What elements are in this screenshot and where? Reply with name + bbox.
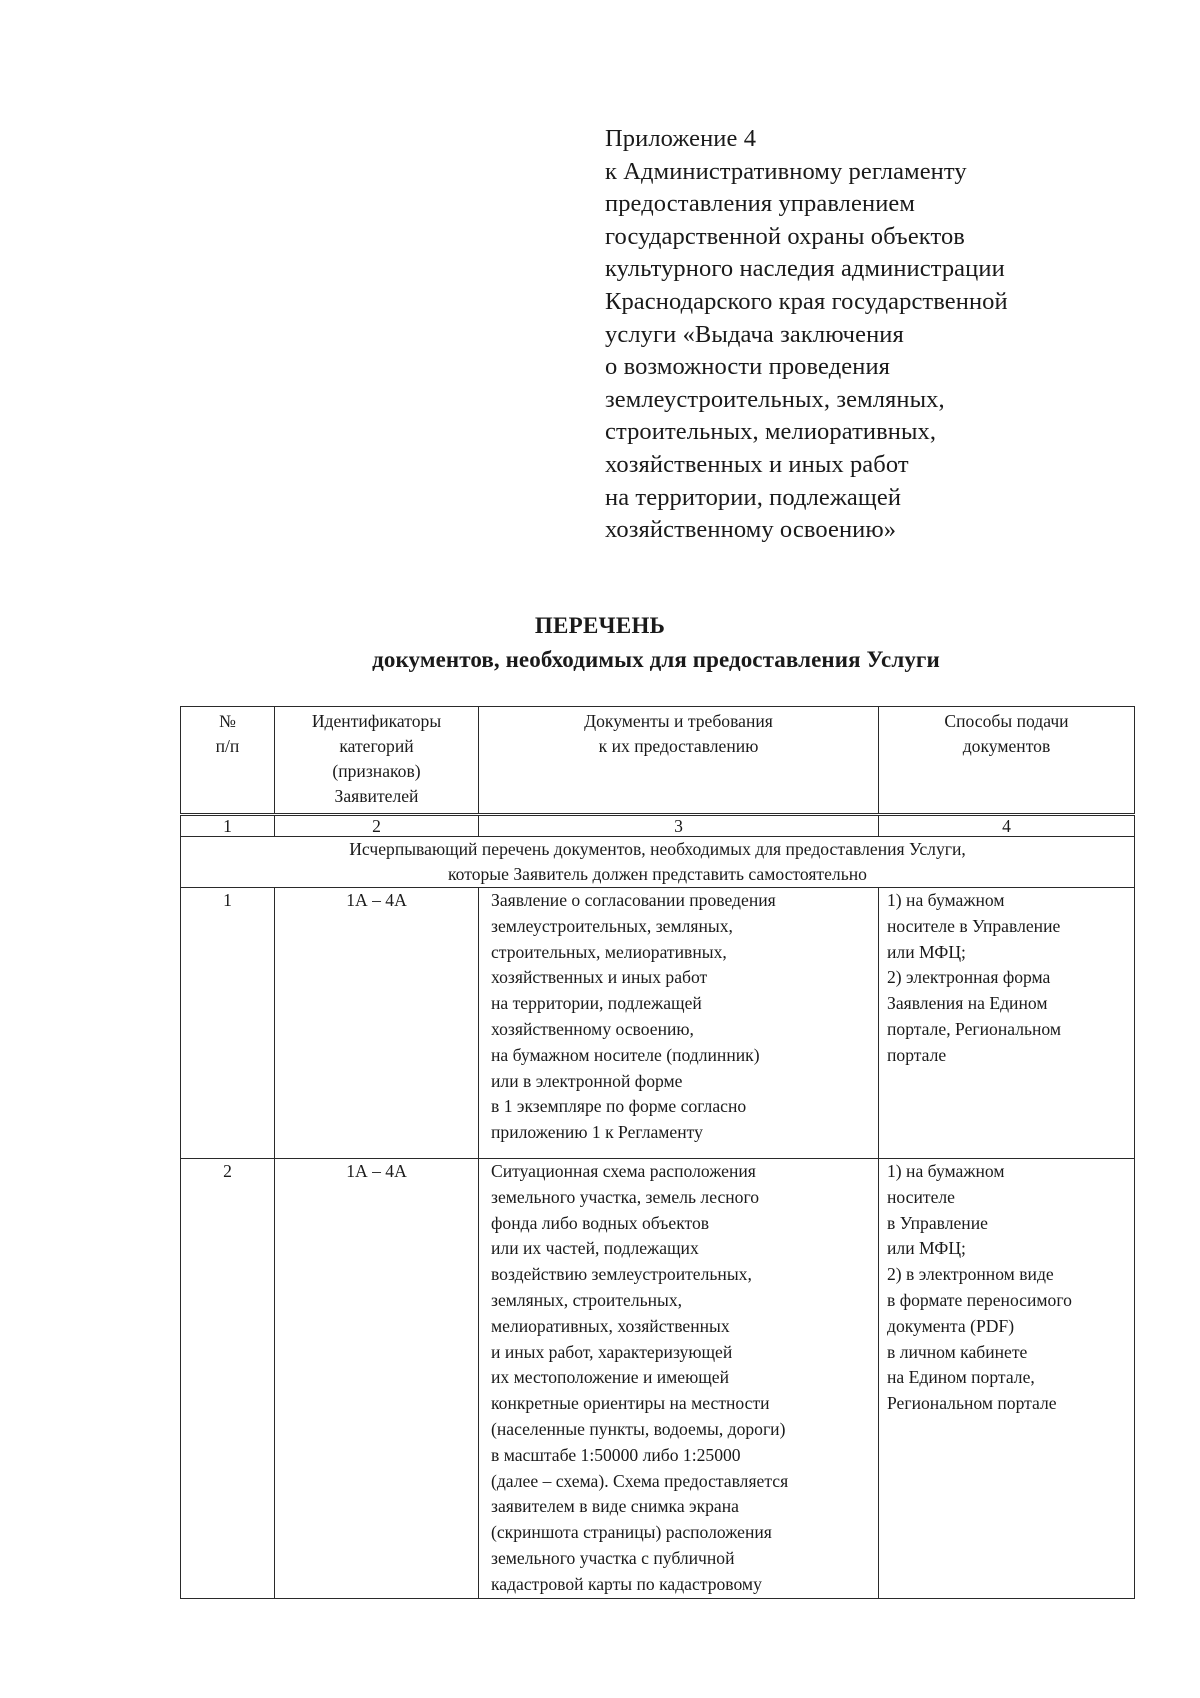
header-cell-number [181,707,275,815]
documents-table [180,706,1135,1599]
appendix-line: услуги «Выдача заключения [605,320,904,348]
document-line: воздействию землеустроительных, [491,1264,752,1285]
header-line: Заявителей [334,786,419,806]
header-line: № [219,711,236,731]
appendix-line: предоставления управлением [605,190,915,218]
document-line: (населенные пункты, водоемы, дороги) [491,1418,786,1439]
method-line: 1) на бумажном [887,1161,1005,1181]
section-line: которые Заявитель должен представить самостоятельно [448,864,867,884]
document-line: фонда либо водных объектов [491,1212,710,1233]
section-line: Исчерпывающий перечень документов, необходимых для предоставления Услуги, [349,839,966,859]
method-line: носителе [887,1186,955,1207]
row-identifiers-cell: 1А – 4А [275,1159,479,1599]
document-line: земельного участка с публичной [491,1547,735,1568]
document-line: или их частей, подлежащих [491,1238,699,1259]
column-number-cell: 1 [181,815,275,837]
column-number-row [181,815,1135,837]
method-line: носителе в Управление [887,915,1061,936]
method-line: или МФЦ; [887,1238,966,1259]
method-line: Региональном портале [887,1393,1057,1414]
appendix-line: культурного наследия администрации [605,255,1005,283]
appendix-line: на территории, подлежащей [605,483,902,511]
method-line: на Едином портале, [887,1367,1035,1388]
column-number-cell: 2 [275,815,479,837]
document-line: строительных, мелиоративных, [491,941,727,962]
document-line: конкретные ориентиры на местности [491,1393,770,1414]
document-line: Заявление о согласовании проведения [491,890,776,910]
appendix-line: государственной охраны объектов [605,222,965,250]
header-line: п/п [215,736,240,756]
document-subtitle: документов, необходимых для предоставления Услуги [372,647,940,672]
row-number-cell: 2 [181,1159,275,1599]
method-line: в Управление [887,1212,988,1233]
appendix-line: Приложение 4 [605,125,757,152]
header-line: Идентификаторы [311,711,442,731]
row-document-cell [479,888,879,1159]
document-line: Ситуационная схема расположения [491,1161,756,1181]
row-methods-cell [879,888,1135,1159]
method-line: документа (PDF) [887,1315,1015,1336]
row-document-cell [479,1159,879,1599]
section-header-row [181,837,1135,888]
header-cell-documents [479,707,879,815]
document-line: в 1 экземпляре по форме согласно [491,1096,747,1117]
method-line: портале [887,1044,947,1065]
document-line: их местоположение и имеющей [491,1367,730,1388]
header-line: категорий [339,736,414,756]
document-line: земляных, строительных, [491,1289,683,1310]
document-line: (далее – схема). Схема предоставляется [491,1470,789,1491]
document-line: хозяйственных и иных работ [491,967,708,988]
appendix-line: о возможности проведения [605,353,891,381]
appendix-line: к Административному регламенту [605,157,967,185]
row-methods-cell [879,1159,1135,1599]
document-line: хозяйственному освоению, [491,1018,694,1039]
appendix-line: строительных, мелиоративных, [605,418,937,446]
row-identifiers-cell: 1А – 4А [275,888,479,1159]
document-line: на территории, подлежащей [491,993,702,1014]
document-title: ПЕРЕЧЕНЬ [534,613,666,638]
method-line: 2) электронная форма [887,967,1051,988]
document-line: заявителем в виде снимка экрана [491,1496,739,1517]
header-cell-methods [879,707,1135,815]
method-line: в формате переносимого [887,1289,1072,1310]
document-line: землеустроительных, земляных, [491,915,733,936]
header-cell-identifiers [275,707,479,815]
document-line: и иных работ, характеризующей [491,1341,733,1362]
document-line: или в электронной форме [491,1070,683,1091]
appendix-line: Краснодарского края государственной [605,287,1008,315]
method-line: портале, Региональном [887,1018,1062,1039]
document-line: (скриншота страницы) расположения [491,1522,772,1543]
table-row [181,888,1135,1159]
header-line: к их предоставлению [598,736,759,756]
appendix-line: землеустроительных, земляных, [605,385,945,413]
header-line: (признаков) [332,761,421,781]
header-line: Способы подачи [944,711,1069,731]
column-number-cell: 3 [479,815,879,837]
document-line: приложению 1 к Регламенту [491,1122,703,1143]
appendix-header [605,123,1075,547]
appendix-line: хозяйственному освоению» [605,516,897,544]
table-row [181,1159,1135,1599]
method-line: в личном кабинете [887,1341,1028,1362]
table-header-row [181,707,1135,815]
row-number-cell: 1 [181,888,275,1159]
section-header-cell [181,837,1135,888]
header-line: Документы и требования [584,711,773,731]
method-line: Заявления на Едином [887,993,1048,1014]
method-line: 1) на бумажном [887,890,1005,910]
document-line: земельного участка, земель лесного [491,1186,760,1207]
document-line: мелиоративных, хозяйственных [491,1315,730,1336]
column-number-cell: 4 [879,815,1135,837]
method-line: или МФЦ; [887,941,966,962]
document-line: на бумажном носителе (подлинник) [491,1044,760,1065]
method-line: 2) в электронном виде [887,1264,1054,1285]
document-line: кадастровой карты по кадастровому [491,1573,762,1594]
document-line: в масштабе 1:50000 либо 1:25000 [491,1444,741,1465]
header-line: документов [962,736,1051,756]
appendix-line: хозяйственных и иных работ [605,450,909,478]
